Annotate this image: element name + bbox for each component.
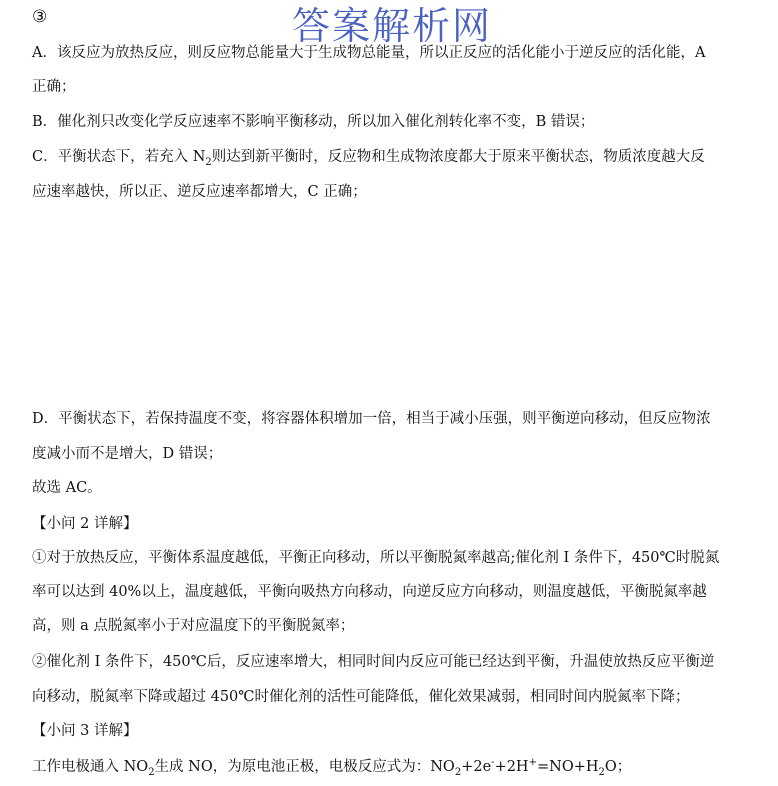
q3-mid1: 生成 NO，为原电池正极，电极反应式为：NO: [154, 759, 455, 775]
q2-p1-line3: 高，则 a 点脱氮率小于对应温度下的平衡脱氮率；: [32, 618, 355, 634]
q2-p2-line1: ②催化剂 I 条件下，450℃后，反应速率增大，相同时间内反应可能已经达到平衡，升温使放热反应平衡逆: [32, 654, 715, 670]
option-b-line: B．催化剂只改变化学反应速率不影响平衡移动，所以加入催化剂转化率不变，B 错误；: [32, 114, 595, 130]
q3-heading: 【小问 3 详解】: [32, 723, 138, 739]
q2-heading: 【小问 2 详解】: [32, 516, 138, 532]
option-c-line1: [32, 146, 758, 168]
option-c-line2: 应速率越快，所以正、逆反应速率都增大，C 正确；: [32, 184, 367, 200]
q3-equation-line: [32, 756, 758, 778]
option-c-line1-pre: C．平衡状态下，若充入 N: [32, 149, 206, 165]
q2-p1-line1: ①对于放热反应，平衡体系温度越低，平衡正向移动，所以平衡脱氮率越高;催化剂 I 条件下，450℃时脱氮: [32, 550, 720, 566]
q3-sub2: 2: [454, 766, 462, 778]
q3-sub1: 2: [148, 766, 155, 778]
q3-mid2: +2e: [461, 759, 492, 775]
q3-sup1: -: [491, 757, 495, 769]
q3-sub3: 2: [598, 766, 605, 778]
q3-sup2: +: [528, 757, 537, 769]
section-marker: ③: [32, 7, 48, 27]
option-c-line1-post: 则达到新平衡时，反应物和生成物浓度都大于原来平衡状态，物质浓度越大反: [211, 149, 705, 165]
option-a-line2: 正确；: [32, 79, 76, 95]
q3-mid4: =NO+H: [536, 759, 599, 775]
option-d-line1: D．平衡状态下，若保持温度不变，将容器体积增加一倍，相当于减小压强，则平衡逆向移动，但反应物浓: [32, 411, 711, 427]
q2-p1-line2: 率可以达到 40%以上，温度越低，平衡向吸热方向移动，向逆反应方向移动，则温度越低，平衡脱氮率越: [32, 584, 707, 600]
answer-line: 故选 AC。: [32, 480, 102, 496]
option-a-line1: A．该反应为放热反应，则反应物总能量大于生成物总能量，所以正反应的活化能小于逆反应的活化能，A: [32, 45, 706, 61]
q3-end: O；: [604, 759, 632, 775]
q2-p2-line2: 向移动，脱氮率下降或超过 450℃时催化剂的活性可能降低，催化效果减弱，相同时间内脱氮率下降；: [32, 689, 690, 705]
watermark-logo: 答案解析网: [292, 4, 493, 48]
option-d-line2: 度减小而不是增大，D 错误；: [32, 446, 223, 462]
q3-mid3: +2H: [494, 759, 529, 775]
q3-pre: 工作电极通入 NO: [32, 759, 149, 775]
option-c-line1-sub: 2: [205, 156, 212, 168]
